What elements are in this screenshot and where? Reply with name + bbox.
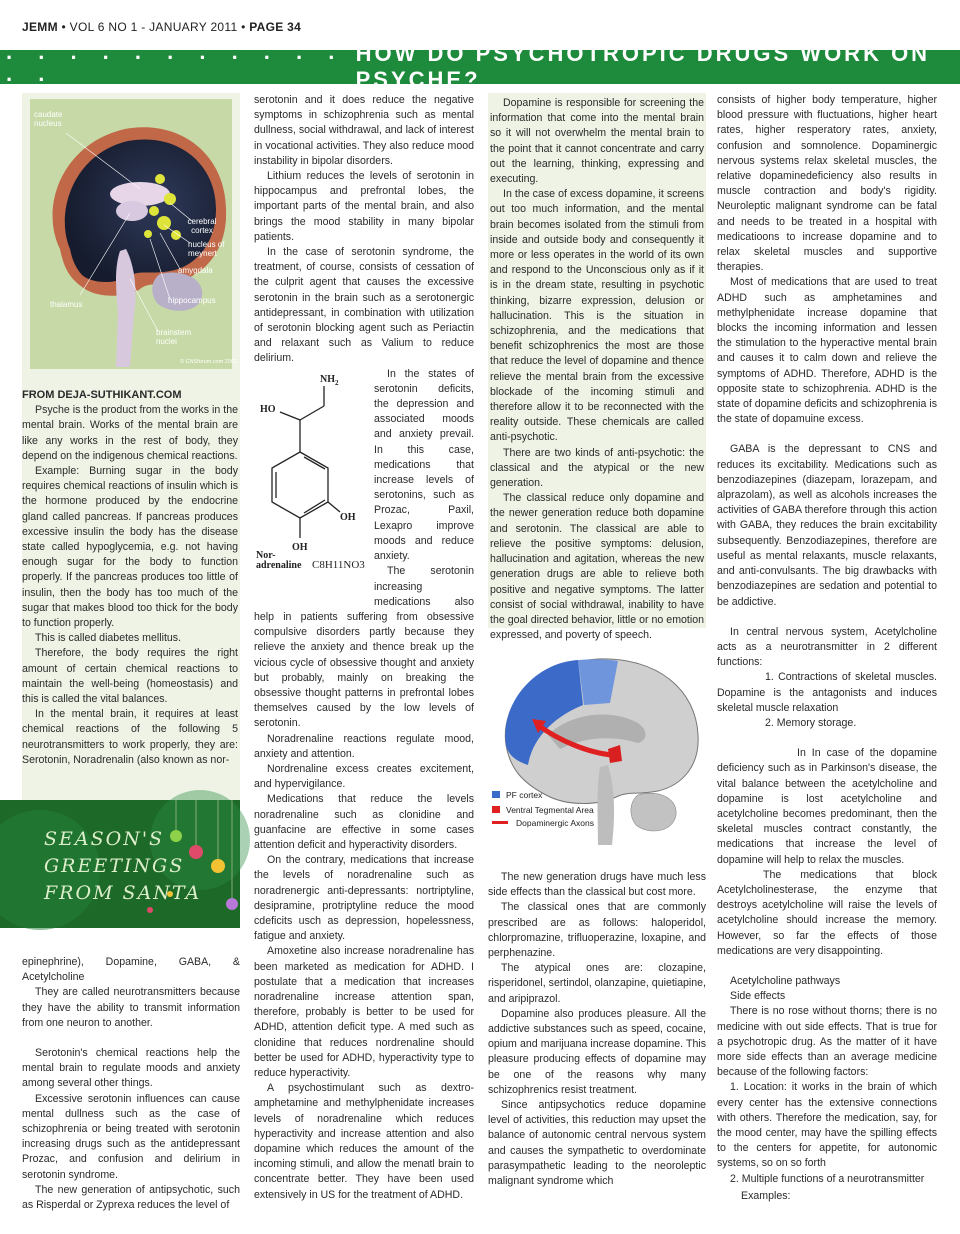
paragraph: Since antipsychotics reduce dopamine level of activities, this reduction may upset the balance of autonomic central nervous system and causes the sympathetic to overdominate parasympathetic leading to the neoroleptic malignant syndrome which <box>488 1099 706 1188</box>
paragraph: A psychostimulant such as dextro-amphetamine and methylphenidate increases levels of noradrenaline which reduces hyperactivity and increase attention and also dopamine which reduces the amount of the incoming stimuli, and allow the menatl brain to concentrate better. They have been used extensively in US for the treatment of ADHD. <box>254 1082 474 1201</box>
paragraph: Psyche is the product from the works in the mental brain. Works of the mental brain are like any works in the rest of body, they depend on the indigenous chemical reactions. <box>22 404 238 462</box>
ornament-icon <box>211 859 225 873</box>
svg-text:NH2: $NH_2$ <box>320 374 339 387</box>
label-cerebral-cortex: cerebral cortex <box>187 217 217 235</box>
paragraph: They are called neurotransmitters because they have the ability to transmit information from one neuron to another. <box>22 986 240 1029</box>
subheading: Side effects <box>730 990 786 1003</box>
subheading: Acetylcholine pathways <box>730 974 841 987</box>
paragraph: The new generation drugs have much less side effects than the classical but cost more. <box>488 871 706 899</box>
paragraph: In the states of serotonin deficits, the depression and associated moods and anxiety prevail. In this case, medications that increase levels of serotonins, such as Prozac, Paxil, Lexapro improve moods and reduce anxiety. <box>374 367 474 563</box>
legend-pf-cortex: PF cortex <box>506 790 543 800</box>
paragraph: On the contrary, medications that increase the levels of noradrenaline such as noradrenergic anti-depressants: nortriptyline, desipramine, protriptyline reduce the mood cdeficits usch as depression, hopelessness, fatigue and anxiety. <box>254 854 474 943</box>
seasons-greetings-ad <box>0 800 240 928</box>
paragraph: The classical ones that are commonly prescribed are as follows: haloperidol, chlorpromazine, trifluoperazine, loxapine, and perphenazine. <box>488 901 706 960</box>
chem-name-label: Nor- <box>256 550 276 561</box>
greeting-line: SEASON'S <box>44 828 165 850</box>
paragraph: Most of medications that are used to treat ADHD such as amphetamines and methylphenidate increase dopamine that blocks the incoming information and lessen the stimulation to the hyperactive mental brain and causes it to calm down and relieve the symptoms of ADHD. Therefore, ADHD is the opposite state to schizophrenia. ADHD is the state of dopamine deficits and schizophrenia is the state of dopamuine excess. <box>717 276 937 426</box>
label-brainstem: brainstem nuclei <box>156 328 192 346</box>
paragraph: Examples: <box>741 1189 791 1202</box>
column-3-top <box>488 93 706 642</box>
paragraph: Therefore, the body requires the right amount of certain chemical reactions to maintain the well-being (homeostasis) and this is called the vital balances. <box>22 647 238 706</box>
banner-dots: . . . . . . . . . . . . . <box>6 39 345 86</box>
label-amygdala: amygdala <box>178 266 213 275</box>
chem-formula: C8H11NO3 <box>312 559 365 571</box>
article-title: HOW DO PSYCHOTROPIC DRUGS WORK ON PSYCHE? <box>355 41 931 92</box>
paragraph: The classical reduce only dopamine and the newer generation reduce both dopamine and serotonin. The classical are able to relieve the positive symptoms: delusion, hallucination and agitation, whereas the new generation drugs are able to relieve both positive and negative symptoms. The latter consist of social withdrawal, inability to have the goal directed behavior, little or no emotion expressed, and poverty of speech. <box>490 492 704 642</box>
label-meynert: nucleus of meynert <box>188 240 225 258</box>
greeting-line: FROM SANTA <box>44 882 202 904</box>
paragraph: GABA is the depressant to CNS and reduces its excitability. Medications such as benzodiazepines (diazepam, lorazepam, and alprazolam), as well as alcohols increases the activities of GABA therefore through this action with GABA, they reduces the brain excitability subsequently. Benzodiazepines, therefore are useful as mental relaxants, muscle relaxants, and anti-convulsants. The big drawbacks with benzodiazepines are sedation and potential to be addictive. <box>717 443 937 608</box>
paragraph: Example: Burning sugar in the body requires chemical reactions of insulin which is the hormone produced by the endocrine gland called pancreas. If pancreas produces excessive insulin the body has the disease state called hypoglycemia, e.g. not having enough sugar for the body to function properly. If the pancreas produces too little of insulin, then the body has too much of the sugar that makes blood too thick for the body to function properly. <box>22 465 238 630</box>
paragraph: In the case of serotonin syndrome, the treatment, of course, consists of cessation of the culprit agent that causes the excessive serotonin in the brain such as a serotonergic antidepressant, in combination with utilization of serotonin blocking agent such as Periactin and relaxant such as Valium to reduce delirium. <box>254 246 474 365</box>
paragraph: Dopamine is responsible for screening the information that come into the mental brain so it will not overwhelm the mental brain to the point that it cannot concentrate and carry out the learning, thinking, expressing and executing. <box>490 97 704 186</box>
paragraph: Amoxetine also increase noradrenaline has been marketed as medication for ADHD. I postulate that a medication that increases noradrenaline increase attention span, therefore, probably is better to be used for ADHD, attention deficit type. A med such as clonidine that reduces nordrenaline should better be used for ADHD, hyperactivity type to reduce hyperactivity. <box>254 945 474 1079</box>
chem-oh-label: OH <box>292 542 308 553</box>
paragraph: 2. Multiple functions of a neurotransmitter <box>730 1172 925 1185</box>
paragraph: The atypical ones are: clozapine, risperidonel, sertindol, olanzapine, quietiapine, and aripiprazol. <box>488 962 706 1005</box>
dopamine-pathway-figure <box>488 645 706 850</box>
paragraph: Dopamine also produces pleasure. All the addictive substances such as speed, cocaine, opium and marijuana increase dopamine. This pleasure producing effects of dopamine may be one of the reasons why many schizophrenics resist treatment. <box>488 1007 706 1096</box>
legend-swatch-pf <box>492 791 500 798</box>
paragraph: Excessive serotonin influences can cause mental dullness such as the case of schizophrenia or being treated with serotonin increasing drugs such as the antidepressant Prozac, and confusion and delirium in serotonin syndrome. <box>22 1092 240 1181</box>
paragraph: In In case of the dopamine deficiency such as in Parkinson's disease, the vital balance between the acetylcholine and dopamine is lost acetylcholine and acetylcholine becomes predominant, then the skeletal muscles contract constantly, the medications that increase the level of dopamine will help to relax the muscles. <box>717 747 937 866</box>
paragraph: epinephrine), Dopamine, GABA, & Acetylcholine <box>22 956 240 984</box>
ornament-icon <box>226 898 238 910</box>
column-3-bottom <box>488 870 706 1215</box>
legend-vta: Ventral Tegmental Area <box>506 805 594 815</box>
list-item: 1. Contractions of skeletal muscles. Dopamine is the antagonists and induces skeletal muscle relaxation <box>717 671 937 714</box>
brain-sagittal-illustration <box>30 99 237 369</box>
label-thalamus: thalamus <box>50 300 83 309</box>
legend-swatch-axons <box>492 821 508 824</box>
paragraph: In the case of excess dopamine, it screens out too much information, and the mental brain becomes isolated from the stimuli from inside and outside body and consequently it more or less operates in the world of its own and respond to the Unconscious only as if it is in the dream state, resulting in psychotic thinking, bizarre expression, delusion or hallucination. This is the situation in schizophrenia, and the medications that benefit schizophrenics the most are those that reduce the level of dopamine and thence relieve the mental brain from the excessive blockade of the incoming stimuli and therefore allow it to be reconnected with the reality outside. These chemicals are called anti-psychotic. <box>490 188 704 444</box>
label-caudate: caudate nucleus <box>34 110 63 128</box>
issue-info: VOL 6 NO 1 - JANUARY 2011 <box>69 20 238 34</box>
paragraph: The medications that block Acetylcholinesterase, the enzyme that destroys acetylcholine will raise the levels of acetylcholine should increase the memory. However, so far the effects of those medications are very disappointing. <box>717 868 937 957</box>
paragraph: The serotonin increasing medications also help in patients suffering from obsessive compulsive disorders partly because they relieve the anxiety and thence break up the vicious cycle of obsessive thought and anxiety but probably, mainly on breaking the obsessive thought patterns in prefrontal lobes themselves caused by the low levels of serotonin. <box>254 565 474 730</box>
paragraph: Lithium reduces the levels of serotonin in hippocampus and prefrontal lobes, the important parts of the mental brain, and also brings the mood stability in many bipolar patients. <box>254 170 474 243</box>
paragraph: consists of higher body temperature, higher blood pressure with fluctuations, higher heart rates, higher resperatory rates, anxiety, confusion and somnolence. Dopaminergic nervous systems relax skeletal muscles, the relative dopaminedeficiency also results in muscle contraction and body's rigidity. Neuroleptic malignant syndrome can be fatal and needs to be treated in a hospital with medicatioons to increase dopamine and to relax skeletal muscles and supportive therapies. <box>717 94 937 274</box>
column-1-bottom <box>22 955 240 1215</box>
column-2 <box>254 93 474 1213</box>
legend-swatch-vta <box>492 806 500 813</box>
chem-oh-label: OH <box>340 512 356 523</box>
column-4 <box>717 93 937 1213</box>
paragraph: Serotonin's chemical reactions help the mental brain to regulate moods and anxiety among several other things. <box>22 1047 240 1090</box>
noradrenaline-structure <box>254 368 374 571</box>
paragraph: Noradrenaline reactions regulate mood, anxiety and attention. <box>254 732 474 760</box>
chemical-structure-diagram <box>254 368 374 571</box>
article-banner <box>0 39 960 92</box>
greeting-line: GREETINGS <box>44 855 185 877</box>
paragraph: There is no rose without thorns; there is no medicine with out side effects. That is true for a psychotropic drug. As the matter of it have more side effects than an average medicine because of the following factors: <box>717 1005 937 1079</box>
paragraph: There are two kinds of anti-psychotic: the classical and the atypical or the new generation. <box>490 446 704 490</box>
page-header: JEMM • VOL 6 NO 1 - JANUARY 2011 • PAGE 34 <box>22 20 302 34</box>
chem-ho-label: HO <box>260 404 276 415</box>
chem-nh2-label: NH <box>320 374 335 385</box>
brain-dopamine-diagram <box>488 645 706 850</box>
chem-name-label: adrenaline <box>256 560 302 571</box>
paragraph: 1. Location: it works in the brain of which every center has the extensive connections with others. Therefore the medication, say, for the mood center, may have the spilling effects to the centers for appetite, for autonomic systems, so on so forth <box>717 1081 937 1170</box>
column-1-top <box>22 376 240 800</box>
paragraph: Nordrenaline excess creates excitement, and hypervigilance. <box>254 762 474 791</box>
brain-illustration-figure <box>22 93 240 376</box>
figure-credit: © CNSforum.com 2002 <box>180 359 237 365</box>
article-source: FROM DEJA-SUTHIKANT.COM <box>22 389 182 401</box>
magazine-name: JEMM <box>22 20 58 34</box>
label-hippocampus: hippocampus <box>168 296 216 305</box>
legend-axons: Dopaminergic Axons <box>516 818 594 828</box>
paragraph: This is called diabetes mellitus. <box>35 632 182 645</box>
paragraph: In central nervous system, Acetylcholine acts as a neurotransmitter in 2 different functions: <box>717 625 937 669</box>
paragraph: In the mental brain, it requires at least chemical reactions of the following 5 neurotransmitters to work properly, they are: Serotonin, Noradrenalin (also known as nor- <box>22 708 238 766</box>
list-item: 2. Memory storage. <box>765 716 857 729</box>
page-number: PAGE 34 <box>249 20 302 34</box>
paragraph: Medications that reduce the levels noradrenaline such as clonidine and guanfacine are effective in some cases attention deficit and hyperactivity disorders. <box>254 793 474 851</box>
paragraph: serotonin and it does reduce the negative symptoms in schizophrenia such as mental dullness, social withdrawal, and lack of interest in vocational activities. They also reduce mood instability in bipolar disorders. <box>254 94 474 167</box>
paragraph: The new generation of antipsychotic, such as Risperdal or Zyprexa reduces the level of <box>22 1183 240 1212</box>
